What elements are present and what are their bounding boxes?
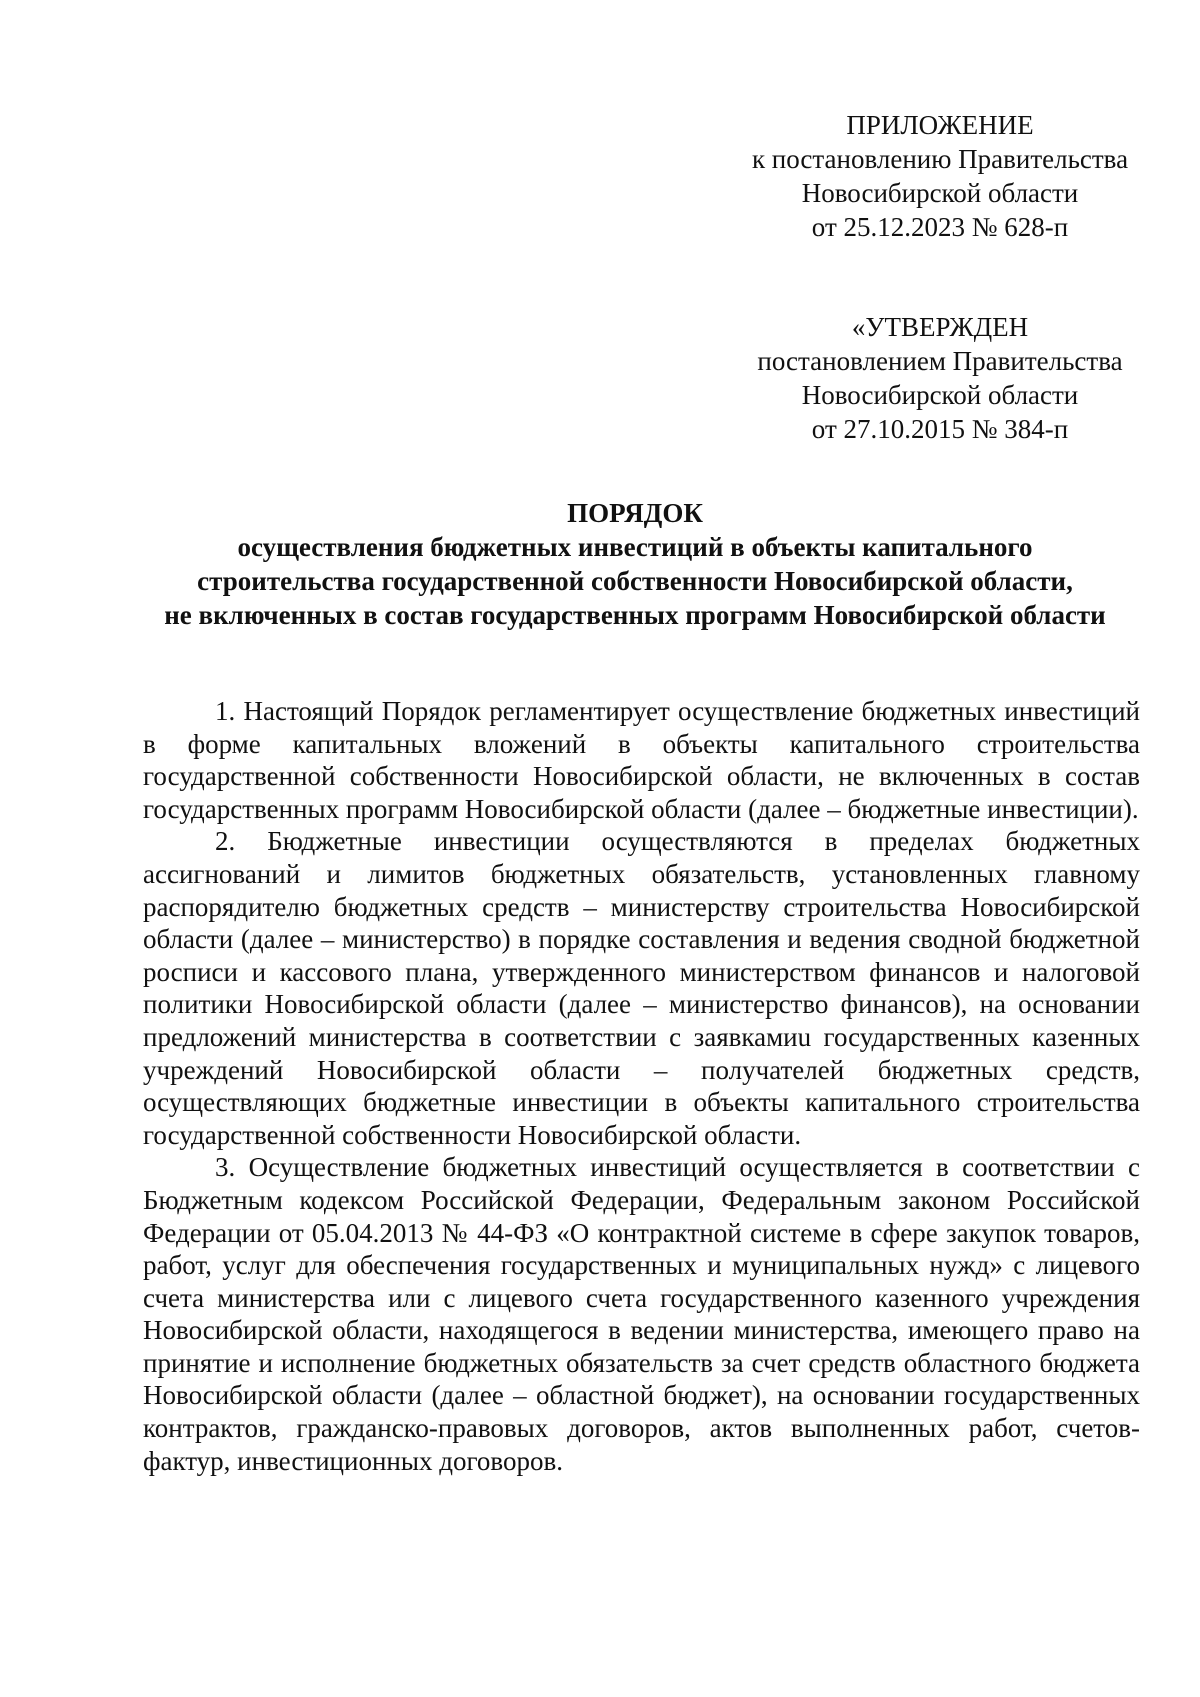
appendix-date-number: от 25.12.2023 № 628-п xyxy=(811,212,1069,242)
paragraph-3: 3. Осуществление бюджетных инвестиций осуществляется в соответствии с Бюджетным кодексом Российской Федерации, Федеральным законом Российской Федерации от 05.04.2013 № 44-ФЗ «О контрактной системе в сфере закупок товаров, работ, услуг для обеспечения государственных и муниципальных нужд» с лицевого счета министерства или с лицевого счета государственного казенного учреждения Новосибирской области, находящегося в ведении министерства, имеющего право на принятие и исполнение бюджетных обязательств за счет средств областного бюджета Новосибирской области (далее – областной бюджет), на основании государственных контрактов, гражданско-правовых договоров, актов выполненных работ, счетов-фактур, инвестиционных договоров. xyxy=(143,1152,1140,1476)
approved-label: «УТВЕРЖДЕН xyxy=(851,312,1029,342)
title-line-2: строительства государственной собственности Новосибирской области, xyxy=(197,566,1073,596)
approved-region: Новосибирской области xyxy=(801,380,1079,410)
approved-reference: постановлением Правительства xyxy=(757,346,1123,376)
appendix-label: ПРИЛОЖЕНИЕ xyxy=(846,110,1034,140)
title-line-3: не включенных в состав государственных программ Новосибирской области xyxy=(164,600,1106,630)
appendix-block xyxy=(720,108,1160,244)
appendix-region: Новосибирской области xyxy=(801,178,1079,208)
approved-date-number: от 27.10.2015 № 384-п xyxy=(811,414,1069,444)
title-line-1: осуществления бюджетных инвестиций в объекты капитального xyxy=(237,532,1033,562)
paragraph-2: 2. Бюджетные инвестиции осуществляются в пределах бюджетных ассигнований и лимитов бюджетных обязательств, установленных главному распорядителю бюджетных средств – министерству строительства Новосибирской области (далее – министерство) в порядке составления и ведения сводной бюджетной росписи и кассового плана, утвержденного министерством финансов и налоговой политики Новосибирской области (далее – министерство финансов), на основании предложений министерства в соответствии с заявкамиu государственных казенных учреждений Новосибирской области – получателей бюджетных средств, осуществляющих бюджетные инвестиции в объекты капитального строительства государственной собственности Новосибирской области. xyxy=(143,826,1140,1150)
approved-block xyxy=(740,310,1140,446)
appendix-reference: к постановлению Правительства xyxy=(751,144,1129,174)
title-heading: ПОРЯДОК xyxy=(567,498,703,528)
paragraph-1: 1. Настоящий Порядок регламентирует осуществление бюджетных инвестиций в форме капитальных вложений в объекты капитального строительства государственной собственности Новосибирской области, не включенных в состав государственных программ Новосибирской области (далее – бюджетные инвестиции). xyxy=(143,696,1140,824)
document-body xyxy=(143,695,1140,1477)
document-title xyxy=(130,496,1140,632)
